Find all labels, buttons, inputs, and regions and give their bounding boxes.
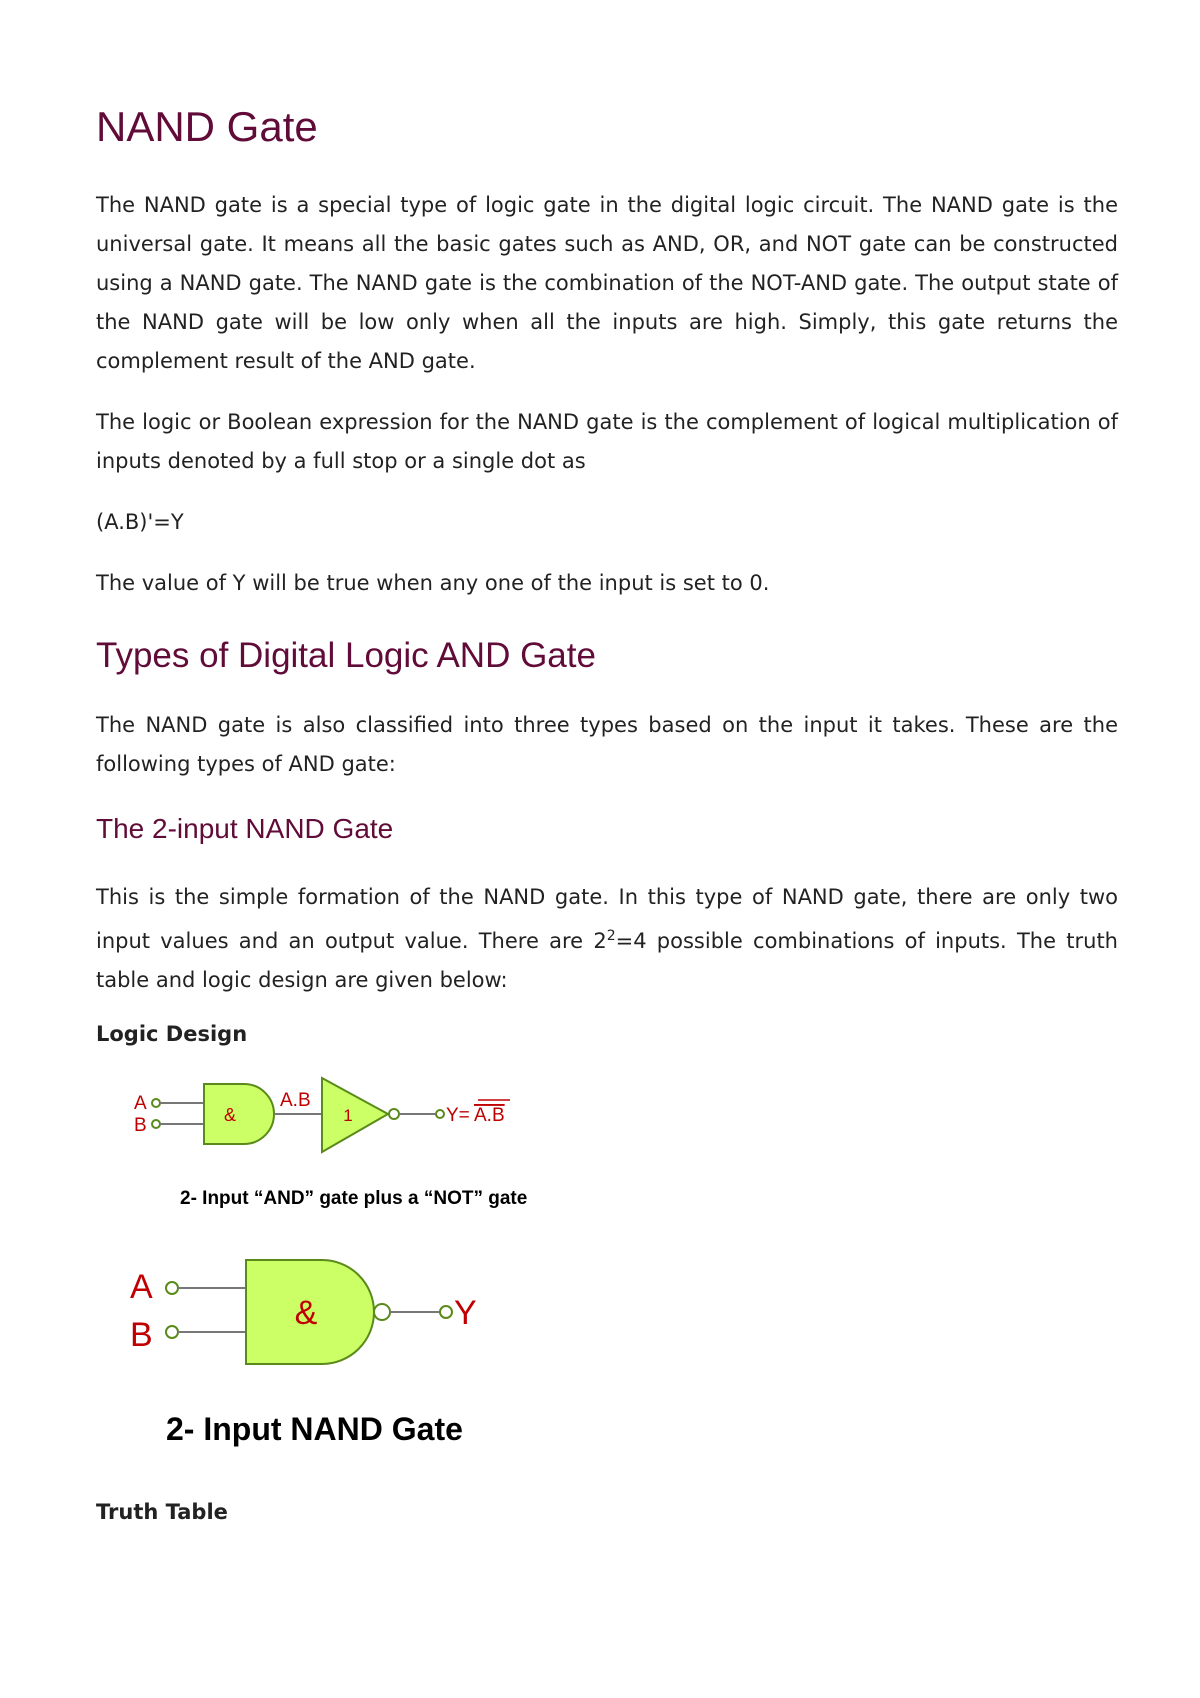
fig1-output-terminal [436,1110,444,1118]
fig2-input-a-label: A [130,1268,153,1307]
fig1-output-prefix: Y= [446,1105,474,1127]
fig1-not-gate [322,1078,388,1152]
fig1-and-gate [204,1084,274,1144]
fig1-mid-label: A.B [280,1090,311,1112]
fig1-and-symbol: & [223,1105,237,1126]
page [96,90,1118,1554]
fig2-and-symbol: & [294,1294,318,1333]
types-heading: Types of Digital Logic AND Gate [96,636,596,676]
two-input-text-after: =4 possible combinations of inputs. The truth table and logic design are given below: [96,929,1118,993]
types-paragraph: The NAND gate is also classified into three types based on the input it takes. These are the following types of AND gate: [96,712,1118,776]
fig1-input-b-terminal [152,1120,160,1128]
fig2-caption: 2- Input NAND Gate [166,1411,463,1448]
and-not-diagram [126,1076,566,1236]
fig1-input-b-label: B [134,1115,147,1137]
fig1-not-symbol: 1 [343,1106,353,1126]
value-paragraph: The value of Y will be true when any one of the input is set to 0. [96,571,770,596]
fig2-output-label: Y [454,1294,477,1333]
nand-diagram [126,1256,566,1470]
fig1-caption: 2- Input “AND” gate plus a “NOT” gate [180,1188,528,1210]
boolean-paragraph: The logic or Boolean expression for the NAND gate is the complement of logical multiplication of inputs denoted by a full stop or a single dot as [96,410,1118,474]
two-input-sup: 2 [606,928,616,945]
expression: (A.B)'=Y [96,510,184,535]
fig1-not-bubble [389,1109,399,1119]
logic-design-label: Logic Design [96,1022,248,1047]
fig1-output-label [446,1105,505,1126]
fig1-input-a-label: A [134,1093,147,1115]
fig2-input-a-terminal [166,1282,178,1294]
fig2-output-terminal [440,1306,452,1318]
intro-paragraph: The NAND gate is a special type of logic gate in the digital logic circuit. The NAND gate is the universal gate. It means all the basic gates such as AND, OR, and NOT gate can be constructed using a NAND gate. The NAND gate is the combination of the NOT-AND gate. The output state of the NAND gate will be low only when all the inputs are high. Simply, this gate returns the complement result of the AND gate. [96,193,1118,374]
fig1-input-a-terminal [152,1099,160,1107]
fig2-nand-bubble [374,1304,390,1320]
two-input-heading: The 2-input NAND Gate [96,812,394,844]
truth-table-label: Truth Table [96,1500,228,1525]
fig1-output-overline: A.B [474,1105,505,1127]
page-title: NAND Gate [96,103,318,150]
fig2-input-b-label: B [130,1316,153,1355]
two-input-text-before: This is the simple formation of the NAND gate. In this type of NAND gate, there are only two input values and an output value. There are 2 [96,885,1118,954]
fig2-input-b-terminal [166,1326,178,1338]
two-input-paragraph [96,878,1118,1000]
